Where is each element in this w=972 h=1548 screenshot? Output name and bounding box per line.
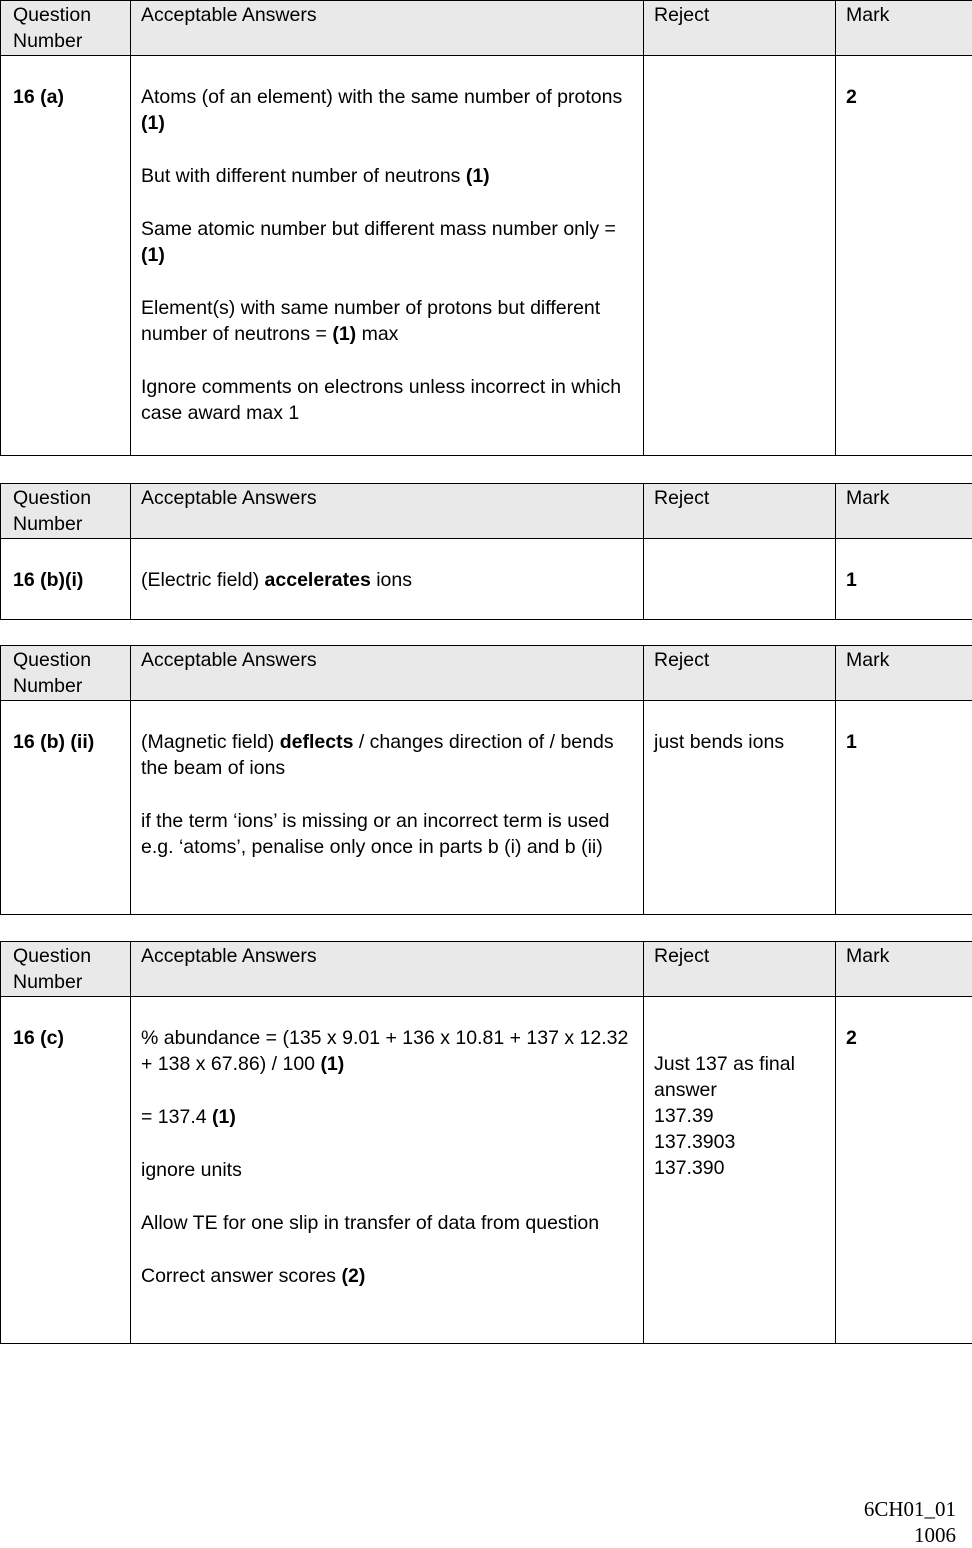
header-question-number: Question Number xyxy=(1,646,131,701)
header-mark: Mark xyxy=(836,484,972,539)
answer-point: Element(s) with same number of protons but different number of neutrons = (1) max xyxy=(141,295,633,347)
header-reject: Reject xyxy=(644,1,836,56)
reject-line: Just 137 as final answer xyxy=(654,1051,825,1103)
reject-line: 137.39 xyxy=(654,1103,825,1129)
answer-point: Atoms (of an element) with the same number of protons (1) xyxy=(141,84,633,136)
markscheme-table-16bii xyxy=(0,645,972,915)
reject-line: 137.3903 xyxy=(654,1129,825,1155)
paper-code: 6CH01_01 xyxy=(864,1496,956,1522)
answer-note: Allow TE for one slip in transfer of data from question xyxy=(141,1210,633,1236)
exam-session: 1006 xyxy=(864,1522,956,1548)
answer-point: But with different number of neutrons (1) xyxy=(141,163,633,189)
question-number: 16 (c) xyxy=(1,997,131,1344)
header-acceptable-answers: Acceptable Answers xyxy=(131,484,644,539)
answer-note: ignore units xyxy=(141,1157,633,1183)
page-footer xyxy=(864,1496,956,1548)
answer-note: if the term ‘ions’ is missing or an incorrect term is used e.g. ‘atoms’, penalise only once in parts b (i) and b (ii) xyxy=(141,808,633,860)
table-row xyxy=(1,56,972,456)
header-reject: Reject xyxy=(644,646,836,701)
header-acceptable-answers: Acceptable Answers xyxy=(131,1,644,56)
answer-point: = 137.4 (1) xyxy=(141,1104,633,1130)
answer-point: % abundance = (135 x 9.01 + 136 x 10.81 + 137 x 12.32 + 138 x 67.86) / 100 (1) xyxy=(141,1025,633,1077)
question-number: 16 (b)(i) xyxy=(1,539,131,620)
header-reject: Reject xyxy=(644,942,836,997)
reject-cell: just bends ions xyxy=(644,701,836,915)
question-number: 16 (b) (ii) xyxy=(1,701,131,915)
markscheme-table-16a xyxy=(0,0,972,456)
acceptable-answers-cell xyxy=(131,56,644,456)
acceptable-answers-cell xyxy=(131,997,644,1344)
answer-point: (Magnetic field) deflects / changes direction of / bends the beam of ions xyxy=(141,729,633,781)
acceptable-answers-cell xyxy=(131,701,644,915)
reject-cell xyxy=(644,539,836,620)
mark-cell: 1 xyxy=(836,701,972,915)
reject-cell xyxy=(644,56,836,456)
markscheme-table-16c xyxy=(0,941,972,1344)
table-header-row xyxy=(1,1,972,56)
header-mark: Mark xyxy=(836,1,972,56)
mark-cell: 1 xyxy=(836,539,972,620)
header-mark: Mark xyxy=(836,942,972,997)
answer-note: Ignore comments on electrons unless incorrect in which case award max 1 xyxy=(141,374,633,426)
table-row xyxy=(1,997,972,1344)
header-reject: Reject xyxy=(644,484,836,539)
reject-line: 137.390 xyxy=(654,1155,825,1181)
header-acceptable-answers: Acceptable Answers xyxy=(131,646,644,701)
table-row xyxy=(1,539,972,620)
question-number: 16 (a) xyxy=(1,56,131,456)
table-header-row xyxy=(1,942,972,997)
answer-point: Same atomic number but different mass number only = (1) xyxy=(141,216,633,268)
markscheme-table-16bi xyxy=(0,483,972,620)
table-header-row xyxy=(1,484,972,539)
mark-cell: 2 xyxy=(836,56,972,456)
table-header-row xyxy=(1,646,972,701)
answer-point: Correct answer scores (2) xyxy=(141,1263,633,1289)
header-question-number: Question Number xyxy=(1,1,131,56)
header-acceptable-answers: Acceptable Answers xyxy=(131,942,644,997)
mark-cell: 2 xyxy=(836,997,972,1344)
reject-cell xyxy=(644,997,836,1344)
header-question-number: Question Number xyxy=(1,484,131,539)
header-question-number: Question Number xyxy=(1,942,131,997)
header-mark: Mark xyxy=(836,646,972,701)
acceptable-answers-cell: (Electric field) accelerates ions xyxy=(131,539,644,620)
table-row xyxy=(1,701,972,915)
